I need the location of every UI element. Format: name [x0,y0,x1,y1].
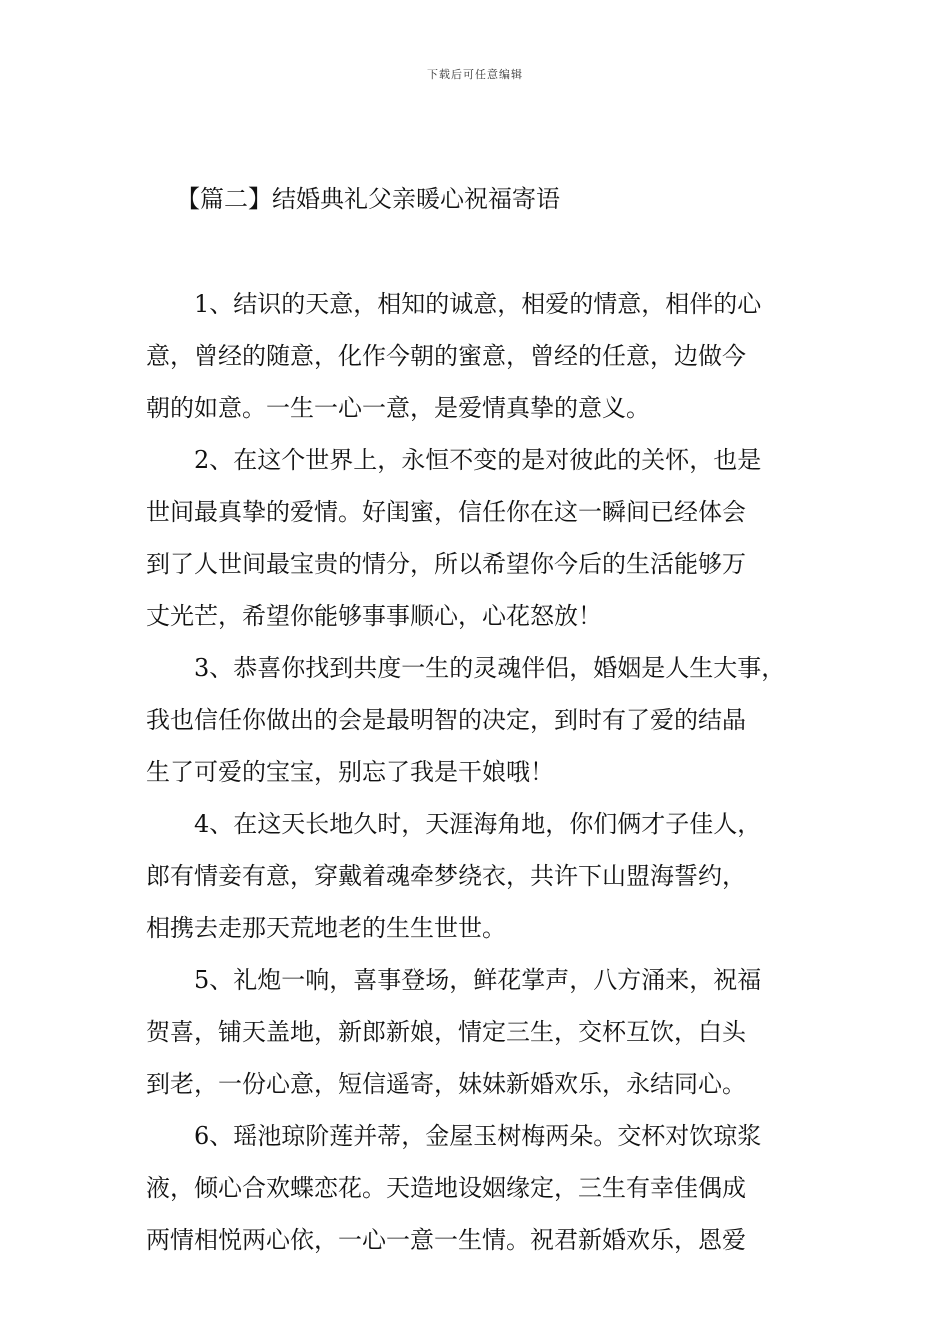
paragraph-line: 贺喜，铺天盖地，新郎新娘，情定三生，交杯互饮，白头 [146,1018,746,1046]
paragraph-3 [146,642,806,798]
paragraph-line: 到了人世间最宝贵的情分，所以希望你今后的生活能够万 [146,550,746,578]
paragraph-line: 世间最真挚的爱情。好闺蜜，信任你在这一瞬间已经体会 [146,498,746,526]
paragraph-line: 朝的如意。一生一心一意，是爱情真挚的意义。 [146,394,650,422]
document-title: 【篇二】结婚典礼父亲暖心祝福寄语 [176,185,560,213]
paragraph-line: 两情相悦两心依，一心一意一生情。祝君新婚欢乐，恩爱 [146,1226,746,1254]
paragraph-line: 4、在这天长地久时，天涯海角地，你们俩才子佳人， [194,810,762,838]
paragraph-2 [146,434,806,642]
paragraph-line: 生了可爱的宝宝，别忘了我是干娘哦！ [146,758,554,786]
paragraph-6 [146,1110,806,1266]
paragraph-5 [146,954,806,1110]
paragraph-line: 意，曾经的随意，化作今朝的蜜意，曾经的任意，边做今 [146,342,746,370]
paragraph-line: 郎有情妾有意，穿戴着魂牵梦绕衣，共许下山盟海誓约， [146,862,746,890]
paragraph-4 [146,798,806,954]
paragraph-line: 1、结识的天意，相知的诚意，相爱的情意，相伴的心 [194,290,762,318]
paragraph-1 [146,278,806,434]
paragraph-line: 5、礼炮一响，喜事登场，鲜花掌声，八方涌来，祝福 [194,966,762,994]
paragraph-line: 2、在这个世界上，永恒不变的是对彼此的关怀，也是 [194,446,762,474]
document-body [146,278,806,1266]
paragraph-line: 3、恭喜你找到共度一生的灵魂伴侣，婚姻是人生大事， [194,654,786,682]
header-note: 下载后可任意编辑 [427,68,523,81]
paragraph-line: 到老，一份心意，短信遥寄，妹妹新婚欢乐，永结同心。 [146,1070,746,1098]
paragraph-line: 我也信任你做出的会是最明智的决定，到时有了爱的结晶 [146,706,746,734]
paragraph-line: 液，倾心合欢蝶恋花。天造地设姻缘定，三生有幸佳偶成 [146,1174,746,1202]
paragraph-line: 相携去走那天荒地老的生生世世。 [146,914,506,942]
paragraph-line: 丈光芒，希望你能够事事顺心，心花怒放！ [146,602,602,630]
paragraph-line: 6、瑶池琼阶莲并蒂，金屋玉树梅两朵。交杯对饮琼浆 [194,1122,762,1150]
